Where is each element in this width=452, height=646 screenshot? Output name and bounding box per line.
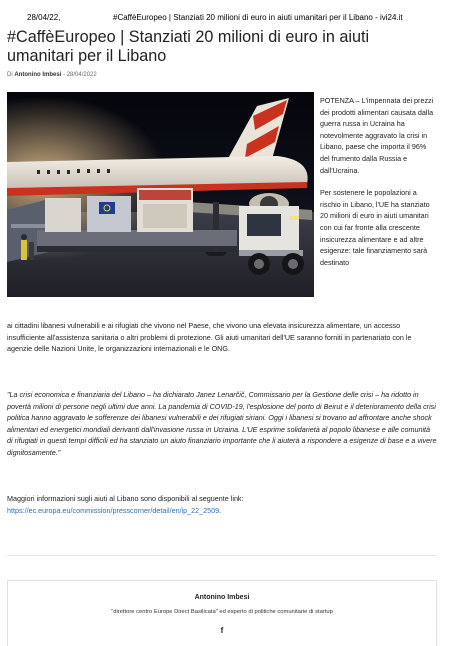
- article-paragraph-2-start: Per sostenere le popolazioni a rischio in Libano, l'UE ha stanziato 20 milioni di euro in aiuti umanitari con cui far fronte alla crescente insicurezza alimentare e ad altre esigenze: tale finanziamento sarà destinato: [320, 188, 430, 267]
- link-period: .: [219, 505, 222, 515]
- author-bio-quote: "direttore centro Europe Direct Basilicata": [111, 609, 218, 615]
- author-bio-rest: ed esperto di politiche comunitarie di startup: [217, 609, 333, 615]
- author-box-name[interactable]: Antonino Imbesi: [194, 594, 250, 601]
- byline: [7, 72, 97, 78]
- commissioner-quote: "La crisi economica e finanziaria del Libano – ha dichiarato Janez Lenarčič, Commissario per la Gestione delle crisi – ha ridotto in povertà milioni di persone negli ultimi due anni. La pandemia di COVID-19, l'esplosione del porto di Beirut e il deterioramento della crisi politica hanno aggravato le sofferenze dei libanesi vulnerabili e dei rifugiati siriani. Oggi i libanesi si trovano ad affrontare anche shock alimentari ed energetici mondiali derivanti dall'invasione russa in Ucraina. L'UE esprime solidarietà al popolo libanese e alle comunità di rifugiati in questi tempi difficili ed ha stanziato un aiuto finanziario importante che li aiuterà a rispondere a esigenze di base e a vivere dignitosamente.": [7, 390, 437, 457]
- byline-author-link[interactable]: Antonino Imbesi: [14, 72, 62, 78]
- byline-date: 28/04/2022: [66, 72, 97, 78]
- author-box-bio: [8, 609, 436, 615]
- hero-image: [7, 92, 314, 297]
- divider: [7, 555, 437, 556]
- print-header: [0, 13, 452, 25]
- article-paragraph-2-continued: ai cittadini libanesi vulnerabili e ai rifugiati che vivono nel Paese, che vivono una elevata insicurezza alimentare, un accesso insufficiente all'assistenza sanitaria o altri problemi di protezione. Gli aiuti umanitari dell'UE saranno forniti in partenariato con le agenzie delle Nazioni Unite, le organizzazioni internazionali e le ONG.: [7, 321, 412, 354]
- print-doc-title: #CaffèEuropeo | Stanziati 20 milioni di euro in aiuti umanitari per il Libano - ivi24.it: [113, 13, 403, 22]
- print-date: 28/04/22,: [27, 13, 61, 22]
- hero-photo: [7, 92, 314, 297]
- byline-separator: -: [61, 72, 67, 78]
- facebook-icon[interactable]: f: [220, 626, 224, 635]
- more-info-text: Maggiori informazioni sugli aiuti al Libano sono disponibili al seguente link:: [7, 494, 244, 503]
- more-info: [7, 493, 437, 516]
- author-box: [7, 580, 437, 646]
- article-paragraph-1: POTENZA – L'impennata dei prezzi dei prodotti alimentari causata dalla guerra russa in Ucraina ha notevolmente aggravato la crisi in Libano, paese che importa il 96% del frumento dalla Russia e dall'Ucraina.: [320, 96, 434, 175]
- press-release-link[interactable]: https://ec.europa.eu/commission/presscorner/detail/en/ip_22_2509: [7, 505, 220, 515]
- article-side-text: [320, 95, 435, 279]
- byline-prefix: Di: [7, 72, 13, 78]
- article-title: #CaffèEuropeo | Stanziati 20 milioni di euro in aiuti umanitari per il Libano: [7, 28, 370, 65]
